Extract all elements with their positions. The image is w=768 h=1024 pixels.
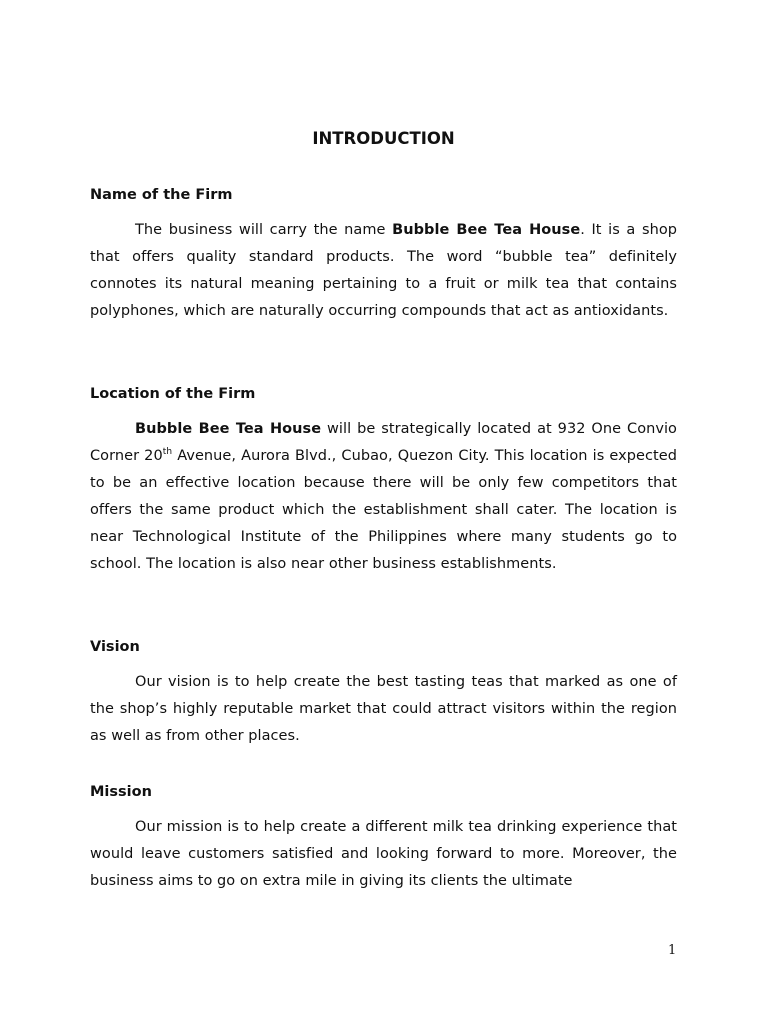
firm-name-bold: Bubble Bee Tea House [392, 222, 581, 238]
page-number: 1 [668, 943, 677, 958]
paragraph-name-of-firm [90, 217, 677, 325]
location-firm-name-bold: Bubble Bee Tea House [135, 421, 322, 437]
heading-location-of-firm: Location of the Firm [90, 386, 256, 402]
paragraph-mission: Our mission is to help create a different milk tea drinking experience that would leave customers satisfied and looking forward to more. Moreover, the business aims to go on extra mile in giving its clients the ultimate [90, 819, 677, 890]
page-title: INTRODUCTION [312, 129, 455, 148]
heading-mission: Mission [90, 784, 152, 800]
name-text-1: The business will carry the name [135, 222, 393, 238]
heading-vision: Vision [90, 639, 140, 655]
ordinal-suffix: th [162, 447, 173, 458]
location-text-2: Avenue, Aurora Blvd., Cubao, Quezon City. This location is expected to be an effective location because there will be only few competitors that offers the same product which the establishment shall cater. The location is near Technological Institute of the Philippines where many students go to school. The location is also near other business establishments. [90, 448, 677, 573]
name-text-2: . It is a shop that offers quality standard products. The word “bubble tea” definitely connotes its natural meaning pertaining to a fruit or milk tea that contains polyphones, which are naturally occurring compounds that act as antioxidants. [90, 222, 677, 320]
heading-name-of-firm: Name of the Firm [90, 187, 233, 203]
paragraph-location [90, 416, 677, 579]
paragraph-vision: Our vision is to help create the best tasting teas that marked as one of the shop’s highly reputable market that could attract visitors within the region as well as from other places. [90, 674, 677, 745]
location-text-1: will be strategically located at 932 One Convio Corner 20 [90, 421, 677, 465]
